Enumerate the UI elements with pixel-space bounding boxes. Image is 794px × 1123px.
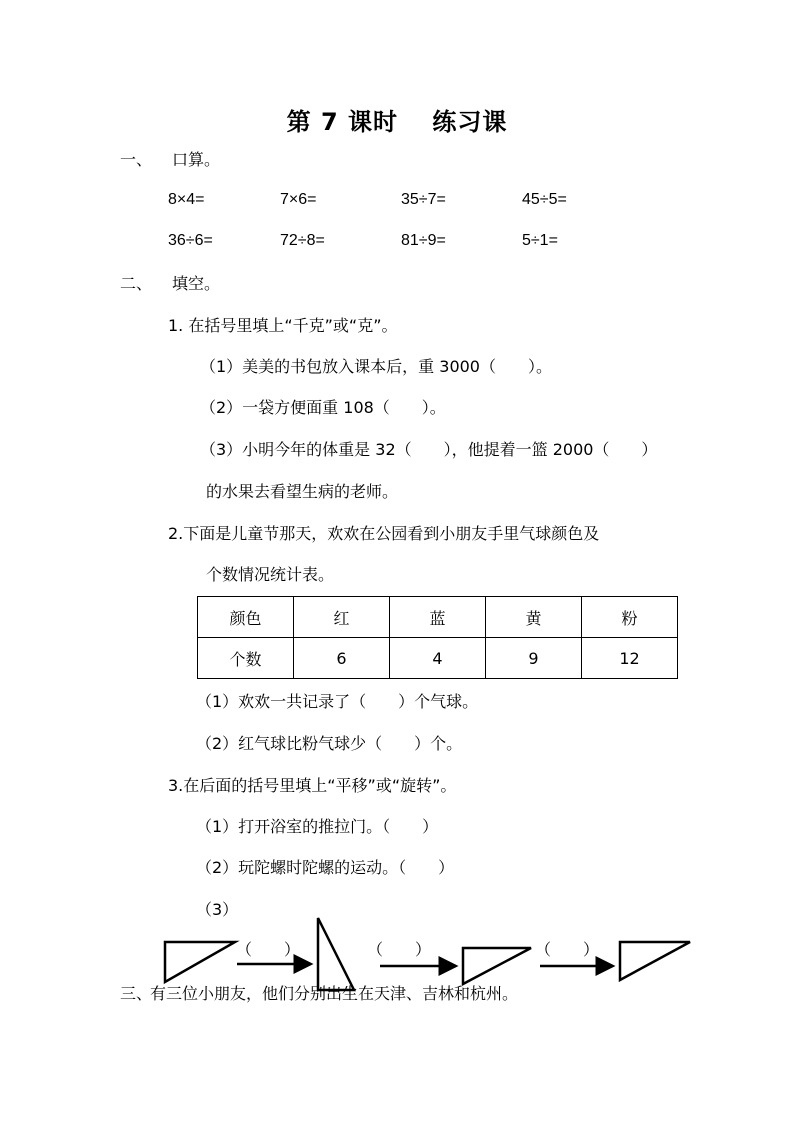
q2-item: （2）红气球比粉气球少（ ）个。 — [196, 734, 463, 753]
page-title: 第 7 课时 练习课 — [286, 108, 508, 136]
table-header-row — [198, 597, 678, 638]
figure-blank: （ ） — [535, 940, 600, 959]
table-row — [198, 638, 678, 679]
table-cell: 9 — [486, 638, 582, 679]
figure-blank: （ ） — [367, 940, 432, 959]
table-cell: 12 — [582, 638, 678, 679]
section3-heading: 有三位小朋友，他们分别出生在天津、吉林和杭州。 — [150, 984, 519, 1003]
table-cell: 粉 — [582, 597, 678, 638]
table-cell: 6 — [294, 638, 390, 679]
q2-item: （1）欢欢一共记录了（ ）个气球。 — [196, 692, 479, 711]
table-cell: 4 — [390, 638, 486, 679]
section1-heading: 口算。 — [172, 150, 221, 169]
section2-number: 二、 — [120, 274, 153, 293]
calc-item: 72÷8= — [280, 232, 325, 249]
calc-item: 36÷6= — [168, 232, 213, 249]
q3-item: （2）玩陀螺时陀螺的运动。（ ） — [196, 858, 455, 877]
q3-stem: 3.在后面的括号里填上“平移”或“旋转”。 — [168, 776, 457, 795]
section3-number: 三、 — [120, 984, 153, 1003]
q3-item: （3） — [196, 900, 239, 919]
q1-item: （2）一袋方便面重 108（ ）。 — [200, 398, 446, 417]
table-cell: 颜色 — [198, 597, 294, 638]
triangle-2 — [318, 918, 354, 990]
table-cell: 红 — [294, 597, 390, 638]
calc-item: 7×6= — [280, 191, 317, 208]
calc-item: 81÷9= — [401, 232, 446, 249]
calc-item: 35÷7= — [401, 191, 446, 208]
figure-blank: （ ） — [236, 940, 301, 959]
q2-stem-continued: 个数情况统计表。 — [206, 565, 335, 584]
q2-stem: 2.下面是儿童节那天，欢欢在公园看到小朋友手里气球颜色及 — [168, 524, 600, 543]
q1-item: （1）美美的书包放入课本后，重 3000（ ）。 — [200, 357, 552, 376]
triangle-1 — [165, 942, 235, 982]
q1-item: （3）小明今年的体重是 32（ ），他提着一篮 2000（ ） — [200, 440, 658, 459]
q3-item: （1）打开浴室的推拉门。（ ） — [196, 817, 439, 836]
calc-item: 45÷5= — [522, 191, 567, 208]
section1-number: 一、 — [120, 150, 153, 169]
calc-item: 5÷1= — [522, 232, 558, 249]
balloon-stats-table — [197, 596, 678, 679]
section2-heading: 填空。 — [172, 274, 221, 293]
q1-item-continued: 的水果去看望生病的老师。 — [206, 482, 399, 501]
triangle-3 — [463, 948, 531, 984]
calc-item: 8×4= — [168, 191, 205, 208]
q1-stem: 1. 在括号里填上“千克”或“克”。 — [168, 316, 398, 335]
table-cell: 蓝 — [390, 597, 486, 638]
table-cell: 黄 — [486, 597, 582, 638]
table-cell: 个数 — [198, 638, 294, 679]
triangle-4 — [620, 942, 690, 980]
